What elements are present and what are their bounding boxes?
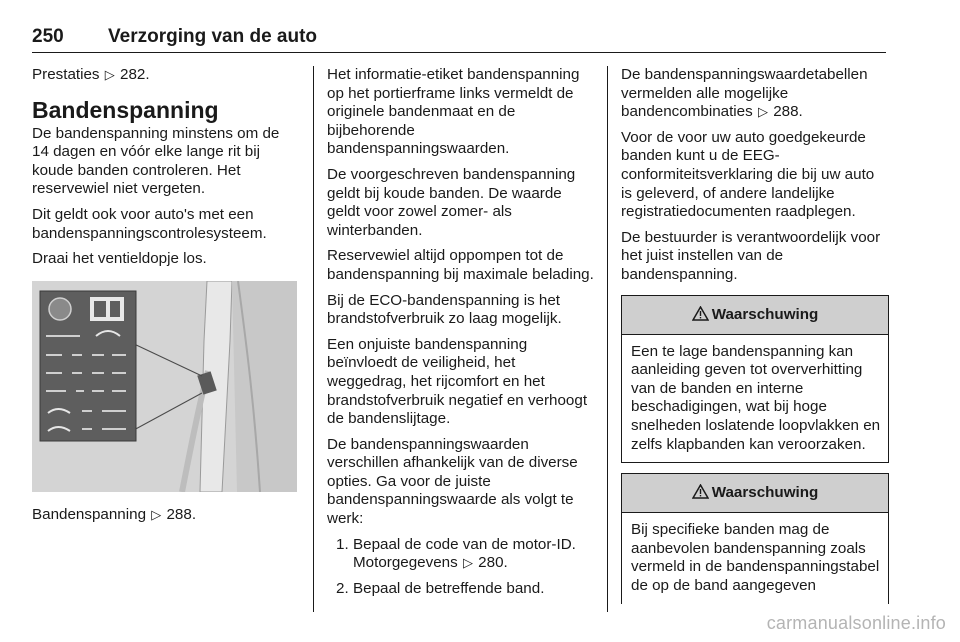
chapter-title: Verzorging van de auto xyxy=(108,26,318,47)
paragraph: Bij de ECO-bandenspanning is het brandstofverbruik zo laag mogelijk. xyxy=(327,291,562,328)
column-2 xyxy=(327,66,595,605)
warning-body xyxy=(622,335,888,463)
paragraph: Reservewiel altijd oppompen tot de bandenspanning bij maximale belading. xyxy=(327,247,594,283)
warning-triangle-icon xyxy=(692,476,709,514)
warning-box xyxy=(621,295,889,464)
paragraph: Het informatie-etiket bandenspanning op het portierframe links vermeldt de originele bandenmaat en de bijbehorende bandenspanningswaarden. xyxy=(327,66,580,158)
caption-text: Bandenspanning xyxy=(32,505,147,523)
step-text: Bepaal de code van de motor-ID. Motorgegevens xyxy=(353,535,576,572)
list-item xyxy=(327,536,595,573)
warning-triangle-icon xyxy=(692,298,709,336)
paragraph: De voorgeschreven bandenspanning geldt bij koude banden. De waarde geldt voor zowel zomer- als winterbanden. xyxy=(327,165,576,239)
page-reference-icon: ▷ xyxy=(151,506,162,522)
step-ref-page[interactable]: 280. xyxy=(478,554,508,572)
paragraph-ref-page[interactable]: 288. xyxy=(773,103,803,121)
warning-text: Bij specifieke banden mag de aanbevolen bandenspanning zoals vermeld in de bandenspanningstabel de op de band aangegeven xyxy=(631,521,880,594)
steps-list xyxy=(327,536,595,599)
paragraph-text: De bandenspanningswaardetabellen vermelden alle mogelijke bandencombinaties xyxy=(621,66,868,121)
page-reference-icon: ▷ xyxy=(462,555,473,571)
caption-ref-page[interactable]: 288. xyxy=(166,505,197,523)
paragraph: Een onjuiste bandenspanning beïnvloedt de veiligheid, het weggedrag, het rijcomfort en het brandstofverbruik negatief en verhoogt de bandenslijtage. xyxy=(327,335,588,428)
intro-text: Prestaties xyxy=(32,66,100,83)
column-divider-1 xyxy=(313,66,314,612)
tyre-pressure-label-illustration xyxy=(32,281,297,492)
warning-title: Waarschuwing xyxy=(711,484,819,502)
watermark: carmanualsonline.info xyxy=(766,613,946,633)
paragraph xyxy=(621,66,889,122)
page-reference-icon: ▷ xyxy=(104,67,115,82)
column-1 xyxy=(32,66,300,531)
section-heading: Bandenspanning xyxy=(32,96,219,123)
paragraph: De bestuurder is verantwoordelijk voor het juist instellen van de bandenspanning. xyxy=(621,228,881,283)
page-header xyxy=(32,22,886,53)
warning-title: Waarschuwing xyxy=(711,305,819,323)
intro-ref-page[interactable]: 282. xyxy=(120,66,150,83)
warning-header xyxy=(622,296,888,335)
warning-header xyxy=(622,474,888,513)
paragraph: Voor de voor uw auto goedgekeurde banden kunt u de EEG-conformiteitsverklaring die bij uw auto is geleverd, of andere landelijke registratiedocumenten raadplegen. xyxy=(621,128,875,221)
column-divider-2 xyxy=(607,66,608,612)
figure-caption xyxy=(32,506,300,525)
list-item xyxy=(327,580,595,599)
paragraph: Dit geldt ook voor auto's met een bandenspanningscontrolesysteem. xyxy=(32,205,267,242)
warning-body xyxy=(622,513,888,603)
door-frame-label-drawing xyxy=(32,281,297,492)
column-3 xyxy=(621,66,889,604)
step-number: 1. xyxy=(336,535,349,553)
paragraph: Draai het ventieldopje los. xyxy=(32,250,207,268)
paragraph: De bandenspanningswaarden verschillen afhankelijk van de diverse opties. Ga voor de juiste bandenspanningswaarde als volgt te werk: xyxy=(327,435,578,528)
intro-reference xyxy=(32,66,300,85)
step-number: 2. xyxy=(336,579,349,597)
warning-text: Een te lage bandenspanning kan aanleiding geven tot oververhitting van de banden en interne beschadigingen, wat bij hoge snelheden loslatende loopvlakken en zelfs klapbanden kan veroorzaken. xyxy=(631,342,881,453)
step-text: Bepaal de betreffende band. xyxy=(353,579,545,597)
paragraph: De bandenspanning minstens om de 14 dagen en vóór elke lange rit bij koude banden controleren. Het reservewiel niet vergeten. xyxy=(32,124,280,198)
warning-box xyxy=(621,473,889,604)
page-reference-icon: ▷ xyxy=(757,104,768,120)
page-number: 250 xyxy=(32,26,64,47)
